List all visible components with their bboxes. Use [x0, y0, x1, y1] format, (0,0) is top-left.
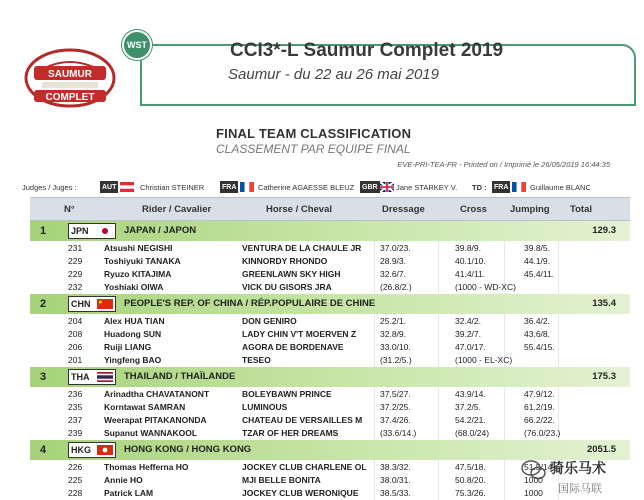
- team-rank: 1: [40, 225, 47, 237]
- jumping-score: 47.9/12.: [524, 389, 555, 399]
- cross-score: 50.8/20.: [455, 475, 486, 485]
- rider-name: Ryuzo KITAJIMA: [104, 269, 172, 279]
- rider-name: Annie HO: [104, 475, 143, 485]
- team-name: HONG KONG / HONG KONG: [124, 444, 252, 455]
- rider-number: 226: [68, 462, 83, 472]
- judge2-nation: FRA: [220, 181, 238, 193]
- horse-name: LADY CHIN V'T MOERVEN Z: [242, 329, 357, 339]
- table-row: [30, 315, 630, 328]
- watermark-subtitle: 国际马联: [558, 483, 602, 495]
- dressage-score: 37.5/27.: [380, 389, 411, 399]
- horse-name: TZAR OF HER DREAMS: [242, 428, 339, 438]
- rider-number: 232: [68, 282, 83, 292]
- cross-score: 43.9/14.: [455, 389, 486, 399]
- team-code: [68, 223, 116, 239]
- team-code: [68, 296, 116, 312]
- rider-number: 235: [68, 402, 83, 412]
- table-header: [30, 197, 630, 221]
- event-title: CCI3*-L Saumur Complet 2019: [230, 40, 504, 61]
- team-row: [30, 294, 630, 314]
- china-flag-icon: [97, 299, 113, 309]
- dressage-score: (26.8/2.): [380, 282, 412, 292]
- team-name: PEOPLE'S REP. OF CHINA / RÉP.POPULAIRE DE CHINE: [124, 298, 376, 309]
- dressage-score: 37.0/23.: [380, 243, 411, 253]
- judge2-name: Catherine AGAESSE BLEUZ: [258, 183, 355, 192]
- td-label: TD :: [472, 183, 487, 192]
- dressage-score: 38.5/33.: [380, 488, 411, 498]
- rider-name: Weerapat PITAKANONDA: [104, 415, 207, 425]
- team-name: JAPAN / JAPON: [124, 225, 197, 236]
- td-nation: FRA: [492, 181, 510, 193]
- team-code-text: CHN: [71, 299, 91, 309]
- cross-score: 39.2/7.: [455, 329, 481, 339]
- dressage-score: 32.8/9.: [380, 329, 406, 339]
- dressage-score: (31.2/5.): [380, 355, 412, 365]
- team-rank: 3: [40, 371, 47, 383]
- printed-on: EVE-PRI-TEA-FR - Printed on / Imprimé le 26/05/2019 16:44:35: [397, 160, 610, 169]
- table-row: [30, 242, 630, 255]
- table-row: [30, 427, 630, 440]
- horse-name: GREENLAWN SKY HIGH: [242, 269, 341, 279]
- saumur-complet-logo: [20, 44, 120, 110]
- table-row: [30, 414, 630, 427]
- cross-score: (1000 - WD-XC): [455, 282, 516, 292]
- cross-score: (1000 - EL-XC): [455, 355, 513, 365]
- jumping-score: 61.2/19.: [524, 402, 555, 412]
- rider-number: 208: [68, 329, 83, 339]
- horse-name: CHATEAU DE VERSAILLES M: [242, 415, 363, 425]
- rider-name: Toshiyuki TANAKA: [104, 256, 181, 266]
- jumping-score: 1000: [524, 475, 543, 485]
- table-row: [30, 255, 630, 268]
- rider-name: Yoshiaki OIWA: [104, 282, 164, 292]
- rider-name: Huadong SUN: [104, 329, 162, 339]
- dressage-score: 38.0/31.: [380, 475, 411, 485]
- rider-number: 229: [68, 269, 83, 279]
- rider-number: 237: [68, 415, 83, 425]
- horse-name: MJI BELLE BONITA: [242, 475, 321, 485]
- team-row: [30, 221, 630, 241]
- cross-score: 37.2/5.: [455, 402, 481, 412]
- dressage-score: 32.6/7.: [380, 269, 406, 279]
- col-horse: Horse / Cheval: [266, 204, 332, 215]
- horse-name: TESEO: [242, 355, 271, 365]
- judges-line: [22, 181, 628, 195]
- rider-number: 201: [68, 355, 83, 365]
- jumping-score: 51.5/14.: [524, 462, 555, 472]
- table-row: [30, 268, 630, 281]
- horse-name: JOCKEY CLUB WERONIQUE: [242, 488, 359, 498]
- judges-label: Judges / Juges :: [22, 183, 77, 192]
- team-code-text: HKG: [71, 445, 91, 455]
- judge3-nation: GBR: [360, 181, 380, 193]
- col-dressage: Dressage: [382, 204, 425, 215]
- table-row: [30, 281, 630, 294]
- team-total: 129.3: [592, 225, 616, 236]
- watermark: [518, 452, 638, 498]
- france-flag-icon: [240, 182, 254, 192]
- rider-name: Atsushi NEGISHI: [104, 243, 173, 253]
- table-row: [30, 401, 630, 414]
- watermark-title: 骑乐马术: [550, 460, 606, 476]
- cross-score: 47.5/18.: [455, 462, 486, 472]
- cross-score: 54.2/21.: [455, 415, 486, 425]
- team-total: 2051.5: [586, 444, 616, 455]
- rider-number: 239: [68, 428, 83, 438]
- dressage-score: 38.3/32.: [380, 462, 411, 472]
- rider-name: Korntawat SAMRAN: [104, 402, 186, 412]
- rider-number: 236: [68, 389, 83, 399]
- thailand-flag-icon: [97, 372, 113, 382]
- horse-name: JOCKEY CLUB CHARLENE OL: [242, 462, 367, 472]
- team-total: 175.3: [592, 371, 616, 382]
- jumping-score: (76.0/23.): [524, 428, 561, 438]
- table-row: [30, 328, 630, 341]
- table-row: [30, 354, 630, 367]
- judge3-name: Jane STARKEY V.: [396, 183, 458, 192]
- team-code-text: JPN: [71, 226, 89, 236]
- horse-name: DON GENIRO: [242, 316, 297, 326]
- rider-number: 225: [68, 475, 83, 485]
- team-code-text: THA: [71, 372, 90, 382]
- cross-score: 41.4/11.: [455, 269, 486, 279]
- horse-name: VENTURA DE LA CHAULE JR: [242, 243, 362, 253]
- dressage-score: 33.0/10.: [380, 342, 411, 352]
- dressage-score: 28.9/3.: [380, 256, 406, 266]
- horse-name: BOLEYBAWN PRINCE: [242, 389, 332, 399]
- team-code: [68, 442, 116, 458]
- rider-number: 229: [68, 256, 83, 266]
- rider-name: Ruiji LIANG: [104, 342, 152, 352]
- wst-badge: WST: [122, 30, 152, 60]
- col-cross: Cross: [460, 204, 487, 215]
- cross-score: 40.1/10.: [455, 256, 486, 266]
- jumping-score: 45.4/11.: [524, 269, 555, 279]
- rider-name: Alex HUA TIAN: [104, 316, 165, 326]
- report-title: FINAL TEAM CLASSIFICATION: [216, 126, 412, 141]
- judge1-nation: AUT: [100, 181, 118, 193]
- japan-flag-icon: [97, 226, 113, 236]
- team-rank: 4: [40, 444, 47, 456]
- logo-text-bottom: COMPLET: [45, 92, 95, 103]
- col-total: Total: [570, 204, 592, 215]
- france-flag-icon: [512, 182, 526, 192]
- team-rank: 2: [40, 298, 47, 310]
- jumping-score: 36.4/2.: [524, 316, 550, 326]
- cross-score: 32.4/2.: [455, 316, 481, 326]
- rider-name: Thomas Hefferna HO: [104, 462, 189, 472]
- rider-name: Supanut WANNAKOOL: [104, 428, 198, 438]
- rider-number: 204: [68, 316, 83, 326]
- col-no: N°: [64, 204, 75, 215]
- event-subtitle: Saumur - du 22 au 26 mai 2019: [228, 66, 439, 83]
- rider-name: Yingfeng BAO: [104, 355, 162, 365]
- jumping-score: 44.1/9.: [524, 256, 550, 266]
- jumping-score: 1000: [524, 488, 543, 498]
- team-total: 135.4: [592, 298, 616, 309]
- col-rider: Rider / Cavalier: [142, 204, 212, 215]
- cross-score: 39.8/9.: [455, 243, 481, 253]
- horse-name: VICK DU GISORS JRA: [242, 282, 332, 292]
- jumping-score: 43.6/8.: [524, 329, 550, 339]
- chat-bubble-icon: [520, 456, 548, 484]
- horse-name: KINNORDY RHONDO: [242, 256, 328, 266]
- team-name: THAILAND / THAÏLANDE: [124, 371, 236, 382]
- table-row: [30, 388, 630, 401]
- dressage-score: 25.2/1.: [380, 316, 406, 326]
- rider-name: Arinadtha CHAVATANONT: [104, 389, 210, 399]
- hong-kong-flag-icon: [97, 445, 113, 455]
- col-jumping: Jumping: [510, 204, 550, 215]
- logo-text-top: SAUMUR: [48, 69, 92, 80]
- jumping-score: 55.4/15.: [524, 342, 555, 352]
- austria-flag-icon: [120, 182, 134, 192]
- dressage-score: (33.6/14.): [380, 428, 417, 438]
- team-row: [30, 367, 630, 387]
- table-row: [30, 341, 630, 354]
- horse-name: LUMINOUS: [242, 402, 288, 412]
- dressage-score: 37.2/25.: [380, 402, 411, 412]
- report-subtitle: CLASSEMENT PAR EQUIPE FINAL: [216, 142, 411, 156]
- jumping-score: 66.2/22.: [524, 415, 555, 425]
- cross-score: 75.3/26.: [455, 488, 486, 498]
- rider-number: 206: [68, 342, 83, 352]
- rider-number: 231: [68, 243, 83, 253]
- rider-name: Patrick LAM: [104, 488, 154, 498]
- horse-name: AGORA DE BORDENAVE: [242, 342, 344, 352]
- cross-score: 47.0/17.: [455, 342, 486, 352]
- dressage-score: 37.4/26.: [380, 415, 411, 425]
- cross-score: (68.0/24): [455, 428, 490, 438]
- jumping-score: 39.8/5.: [524, 243, 550, 253]
- judge1-name: Christian STEINER: [140, 183, 205, 192]
- uk-flag-icon: [380, 182, 394, 192]
- rider-number: 228: [68, 488, 83, 498]
- td-name: Guillaume BLANC: [530, 183, 591, 192]
- team-code: [68, 369, 116, 385]
